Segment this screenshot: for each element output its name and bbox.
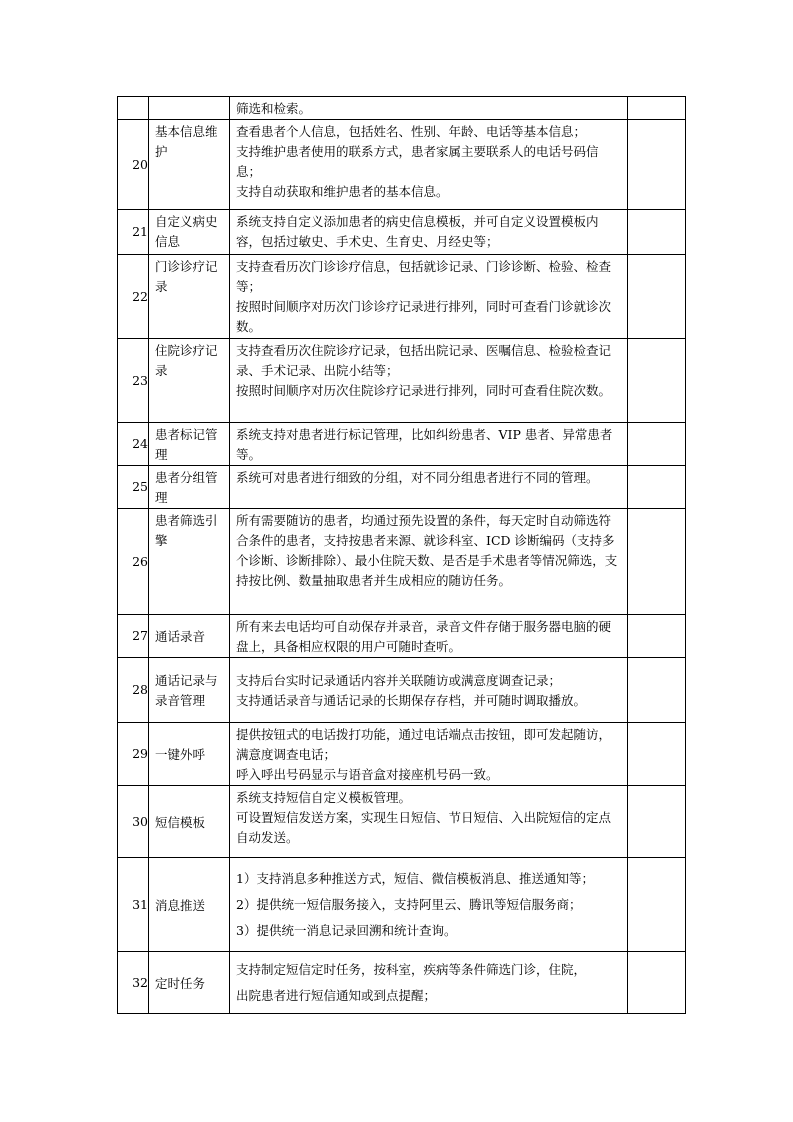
row-number: 27 xyxy=(118,615,149,658)
table-row xyxy=(118,423,686,466)
row-number: 28 xyxy=(118,658,149,723)
description-line: 支持后台实时记录通话内容并关联随访或满意度调查记录； xyxy=(236,673,562,688)
item-description xyxy=(230,210,628,255)
requirements-table xyxy=(117,96,686,1014)
item-description xyxy=(230,509,628,615)
description-line: 系统支持短信自定义模板管理。 xyxy=(236,790,412,805)
item-name: 患者分组管理 xyxy=(149,466,230,509)
description-line: 3）提供统一消息记录回溯和统计查询。 xyxy=(236,922,457,938)
description-line: 系统支持自定义添加患者的病史信息模板，并可自定义设置模板内容，包括过敏史、手术史、生育史、月经史等； xyxy=(236,214,599,249)
item-description xyxy=(230,255,628,339)
item-name: 一键外呼 xyxy=(149,723,230,786)
remark-cell xyxy=(628,658,686,723)
item-description xyxy=(230,120,628,210)
item-description xyxy=(230,723,628,786)
remark-cell xyxy=(628,615,686,658)
description-line: 按照时间顺序对历次住院诊疗记录进行排列，同时可查看住院次数。 xyxy=(236,383,612,398)
row-number: 31 xyxy=(118,858,149,952)
row-number xyxy=(118,97,149,120)
description-line: 支持查看历次住院诊疗记录，包括出院记录、医嘱信息、检验检查记录、手术记录、出院小结等； xyxy=(236,343,612,378)
table-body xyxy=(118,97,686,1014)
item-name: 自定义病史信息 xyxy=(149,210,230,255)
row-number: 23 xyxy=(118,339,149,423)
row-number: 21 xyxy=(118,210,149,255)
description-line: 系统可对患者进行细致的分组，对不同分组患者进行不同的管理。 xyxy=(236,470,599,485)
remark-cell xyxy=(628,723,686,786)
description-line: 2）提供统一短信服务接入，支持阿里云、腾讯等短信服务商； xyxy=(236,896,582,912)
row-number: 24 xyxy=(118,423,149,466)
item-name: 消息推送 xyxy=(149,858,230,952)
item-description xyxy=(230,952,628,1014)
description-line: 可设置短信发送方案，实现生日短信、节日短信、入出院短信的定点自动发送。 xyxy=(236,810,612,845)
item-name: 通话记录与录音管理 xyxy=(149,658,230,723)
description-line: 支持自动获取和维护患者的基本信息。 xyxy=(236,184,449,199)
item-description xyxy=(230,339,628,423)
item-name: 患者标记管理 xyxy=(149,423,230,466)
item-name: 住院诊疗记录 xyxy=(149,339,230,423)
description-line: 按照时间顺序对历次门诊诊疗记录进行排列，同时可查看门诊就诊次数。 xyxy=(236,299,612,334)
item-name: 患者筛选引擎 xyxy=(149,509,230,615)
description-line: 筛选和检索。 xyxy=(236,101,312,116)
row-number: 29 xyxy=(118,723,149,786)
table-row xyxy=(118,509,686,615)
table-row xyxy=(118,658,686,723)
description-line: 1）支持消息多种推送方式，短信、微信模板消息、推送通知等； xyxy=(236,870,594,886)
item-name: 短信模板 xyxy=(149,786,230,858)
table-row xyxy=(118,615,686,658)
description-line: 出院患者进行短信通知或到点提醒； xyxy=(236,987,437,1003)
table-row xyxy=(118,120,686,210)
table-row xyxy=(118,255,686,339)
remark-cell xyxy=(628,423,686,466)
remark-cell xyxy=(628,466,686,509)
table-row xyxy=(118,858,686,952)
item-description xyxy=(230,97,628,120)
table-row xyxy=(118,339,686,423)
description-line: 系统支持对患者进行标记管理，比如纠纷患者、VIP 患者、异常患者等。 xyxy=(236,427,613,462)
table-row xyxy=(118,466,686,509)
row-number: 32 xyxy=(118,952,149,1014)
description-line: 所有来去电话均可自动保存并录音，录音文件存储于服务器电脑的硬盘上，具备相应权限的用户可随时查听。 xyxy=(236,619,612,654)
table-row xyxy=(118,723,686,786)
item-description xyxy=(230,658,628,723)
description-line: 所有需要随访的患者，均通过预先设置的条件，每天定时自动筛选符合条件的患者，支持按患者来源、就诊科室、ICD 诊断编码（支持多个诊断、诊断排除）、最小住院天数、是否是手术患者等情况筛选，支持按比例、数量抽取患者并生成相应的随访任务。 xyxy=(236,513,618,588)
table-row xyxy=(118,952,686,1014)
description-line: 支持查看历次门诊诊疗信息，包括就诊记录、门诊诊断、检验、检查等； xyxy=(236,259,612,294)
item-name: 门诊诊疗记录 xyxy=(149,255,230,339)
remark-cell xyxy=(628,858,686,952)
item-description xyxy=(230,615,628,658)
description-line: 支持制定短信定时任务，按科室，疾病等条件筛选门诊，住院， xyxy=(236,961,587,977)
remark-cell xyxy=(628,509,686,615)
remark-cell xyxy=(628,255,686,339)
row-number: 20 xyxy=(118,120,149,210)
row-number: 25 xyxy=(118,466,149,509)
description-line: 查看患者个人信息，包括姓名、性别、年龄、电话等基本信息； xyxy=(236,124,587,139)
remark-cell xyxy=(628,339,686,423)
remark-cell xyxy=(628,120,686,210)
table-row xyxy=(118,210,686,255)
item-description xyxy=(230,466,628,509)
remark-cell xyxy=(628,786,686,858)
remark-cell xyxy=(628,97,686,120)
row-number: 30 xyxy=(118,786,149,858)
description-line: 支持通话录音与通话记录的长期保存存档，并可随时调取播放。 xyxy=(236,693,587,708)
remark-cell xyxy=(628,952,686,1014)
description-line: 支持维护患者使用的联系方式，患者家属主要联系人的电话号码信息； xyxy=(236,144,599,179)
table-row xyxy=(118,97,686,120)
item-name: 通话录音 xyxy=(149,615,230,658)
item-description xyxy=(230,786,628,858)
table-row xyxy=(118,786,686,858)
row-number: 22 xyxy=(118,255,149,339)
remark-cell xyxy=(628,210,686,255)
item-name: 基本信息维护 xyxy=(149,120,230,210)
description-line: 提供按钮式的电话拨打功能，通过电话端点击按钮，即可发起随访，满意度调查电话； xyxy=(236,727,612,762)
item-name xyxy=(149,97,230,120)
item-description xyxy=(230,423,628,466)
row-number: 26 xyxy=(118,509,149,615)
item-description xyxy=(230,858,628,952)
item-name: 定时任务 xyxy=(149,952,230,1014)
description-line: 呼入呼出号码显示与语音盒对接座机号码一致。 xyxy=(236,767,499,782)
